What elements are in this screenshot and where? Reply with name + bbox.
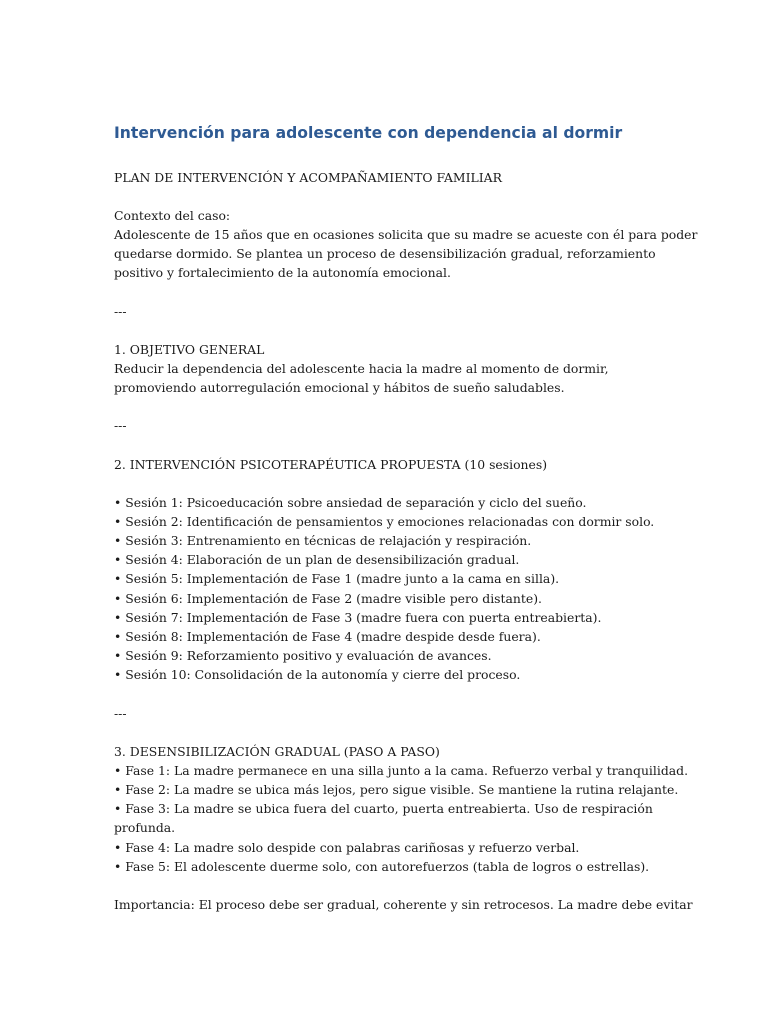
session-item: • Sesión 3: Entrenamiento en técnicas de relajación y respiración.: [114, 533, 532, 548]
context-line: Adolescente de 15 años que en ocasiones solicita que su madre se acueste con él para poder: [114, 227, 698, 242]
session-item: • Sesión 9: Reforzamiento positivo y evaluación de avances.: [114, 648, 492, 663]
importance-paragraph: Importancia: El proceso debe ser gradual, coherente y sin retrocesos. La madre debe evitar: [114, 897, 693, 912]
objective-line: Reducir la dependencia del adolescente hacia la madre al momento de dormir,: [114, 361, 609, 376]
phase-item: • Fase 3: La madre se ubica fuera del cuarto, puerta entreabierta. Uso de respiración: [114, 801, 653, 816]
session-item: • Sesión 8: Implementación de Fase 4 (madre despide desde fuera).: [114, 629, 541, 644]
context-line: positivo y fortalecimiento de la autonomía emocional.: [114, 265, 451, 280]
session-item: • Sesión 7: Implementación de Fase 3 (madre fuera con puerta entreabierta).: [114, 610, 602, 625]
session-item: • Sesión 2: Identificación de pensamientos y emociones relacionadas con dormir solo.: [114, 514, 655, 529]
phase-item: • Fase 4: La madre solo despide con palabras cariñosas y refuerzo verbal.: [114, 840, 580, 855]
phase-item: • Fase 1: La madre permanece en una silla junto a la cama. Refuerzo verbal y tranquilidad.: [114, 763, 689, 778]
document-title: Intervención para adolescente con dependencia al dormir: [114, 124, 623, 142]
phase-item: • Fase 2: La madre se ubica más lejos, pero sigue visible. Se mantiene la rutina relajante.: [114, 782, 679, 797]
separator: ---: [114, 304, 127, 319]
separator: ---: [114, 418, 127, 433]
objective-line: promoviendo autorregulación emocional y hábitos de sueño saludables.: [114, 380, 565, 395]
context-heading: Contexto del caso:: [114, 208, 231, 223]
session-item: • Sesión 6: Implementación de Fase 2 (madre visible pero distante).: [114, 591, 542, 606]
intervention-heading: 2. INTERVENCIÓN PSICOTERAPÉUTICA PROPUESTA (10 sesiones): [114, 457, 548, 472]
objective-heading: 1. OBJETIVO GENERAL: [114, 342, 265, 357]
phase-item-continuation: profunda.: [114, 820, 176, 835]
context-line: quedarse dormido. Se plantea un proceso de desensibilización gradual, reforzamiento: [114, 246, 656, 261]
session-item: • Sesión 4: Elaboración de un plan de desensibilización gradual.: [114, 552, 520, 567]
session-item: • Sesión 1: Psicoeducación sobre ansiedad de separación y ciclo del sueño.: [114, 495, 587, 510]
separator: ---: [114, 706, 127, 721]
session-item: • Sesión 5: Implementación de Fase 1 (madre junto a la cama en silla).: [114, 571, 560, 586]
desensitization-heading: 3. DESENSIBILIZACIÓN GRADUAL (PASO A PASO): [114, 744, 440, 759]
session-item: • Sesión 10: Consolidación de la autonomía y cierre del proceso.: [114, 667, 521, 682]
phase-item: • Fase 5: El adolescente duerme solo, con autorefuerzos (tabla de logros o estrellas).: [114, 859, 650, 874]
plan-subtitle: PLAN DE INTERVENCIÓN Y ACOMPAÑAMIENTO FAMILIAR: [114, 170, 502, 185]
